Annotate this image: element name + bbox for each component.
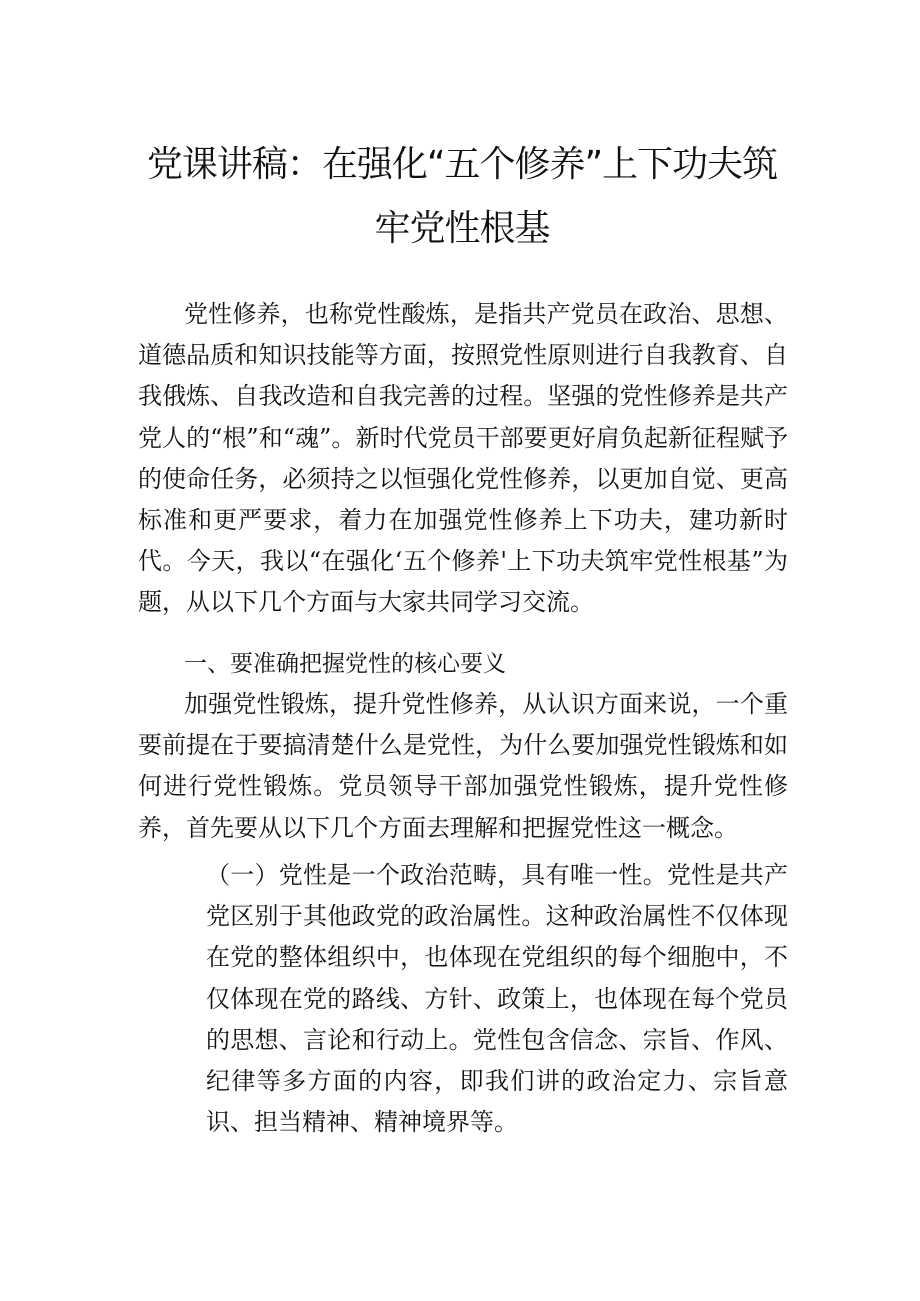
section-1-paragraph: 加强党性锻炼，提升党性修养，从认识方面来说，一个重要前提在于要搞清楚什么是党性，为什么要加强党性锻炼和如何进行党性锻炼。党员领导干部加强党性锻炼，提升党性修养，首先要从以下几个方面去理解和把握党性这一概念。 xyxy=(138,690,788,842)
intro-paragraph xyxy=(138,294,788,624)
document-title-line-1: 党课讲稿：在强化“五个修养”上下功夫筑 xyxy=(146,144,778,185)
subsection-1-paragraph xyxy=(138,855,788,1143)
section-heading-1: 一、要准确把握党性的核心要义 xyxy=(184,651,506,677)
document-title-line-2: 牢党性根基 xyxy=(374,208,550,249)
intro-paragraph-text: 党性修养，也称党性酸炼，是指共产党员在政治、思想、道德品质和知识技能等方面，按照党性原则进行自我教育、自我俄炼、自我改造和自我完善的过程。坚强的党性修养是共产党人的“根”和“魂”。新时代党员干部要更好肩负起新征程赋予的使命任务，必须持之以恒强化党性修养，以更加自觉、更高标准和更严要求，着力在加强党性修养上下功夫，建功新时代。今天，我以“在强化‘五个修养'上下功夫筑牢党性根基”为题，从以下几个方面与大家共同学习交流。 xyxy=(138,300,788,617)
subsection-1-text: （一）党性是一个政治范畴，具有唯一性。党性是共产党区别于其他政党的政治属性。这种政治属性不仅体现在党的整体组织中，也体现在党组织的每个细胞中，不仅体现在党的路线、方针、政策上，也体现在每个党员的思想、言论和行动上。党性包含信念、宗旨、作风、纪律等多方面的内容，即我们讲的政治定力、宗旨意识、担当精神、精神境界等。 xyxy=(206,861,788,1137)
